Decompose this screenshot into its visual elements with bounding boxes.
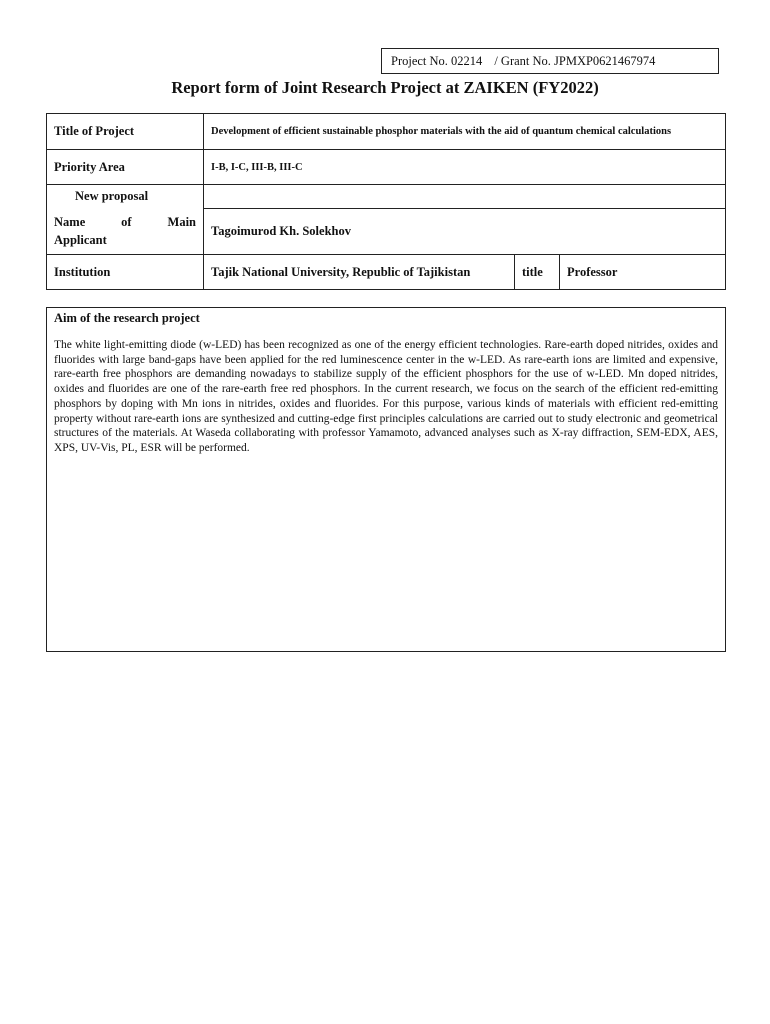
applicant-label-word: Main <box>167 215 196 230</box>
applicant-label-word: of <box>121 215 132 230</box>
research-aim-box <box>46 307 726 652</box>
priority-area-value: I-B, I-C, III-B, III-C <box>204 150 726 185</box>
document-title: Report form of Joint Research Project at ZAIKEN (FY2022) <box>171 78 599 97</box>
priority-area-label: Priority Area <box>47 150 204 185</box>
title-of-project-value: Development of efficient sustainable phosphor materials with the aid of quantum chemical calculations <box>204 114 726 150</box>
institution-label: Institution <box>47 255 204 290</box>
main-applicant-label <box>47 209 204 255</box>
project-number: Project No. 02214 <box>391 54 483 68</box>
project-number-box <box>381 48 719 74</box>
applicant-label-word: Applicant <box>54 233 107 248</box>
grant-number: / Grant No. JPMXP0621467974 <box>494 54 656 68</box>
applicant-label-word: Name <box>54 215 86 230</box>
institution-value: Tajik National University, Republic of Tajikistan <box>204 255 515 290</box>
table-row <box>47 209 726 255</box>
research-aim-body: The white light-emitting diode (w-LED) has been recognized as one of the energy efficient technologies. Rare-earth doped nitrides, oxides and fluorides with large band-gaps have been applied for the red luminescence center in the w-LED. As rare-earth ions are limited and expensive, rare-earth free phosphors are demanding nowadays to stabilize supply of the efficient phosphors for the use of w-LED. Mn doped nitrides, oxides and fluorides are one of the rare-earth free red phosphors. In the current research, we focus on the search of the efficient red-emitting phosphors by doping with Mn ions in nitrides, oxides and fluorides. For this purpose, various kinds of materials with efficient red-emitting property without rare-earth ions are synthesized and cutting-edge first principles calculations are carried out to study electronic and geometrical structures of the materials. At Waseda collaborating with professor Yamamoto, advanced analyses such as X-ray diffraction, SEM-EDX, AES, XPS, UV-Vis, PL, ESR will be performed. <box>54 339 718 454</box>
position-title-label: title <box>515 255 560 290</box>
table-row <box>47 114 726 150</box>
new-proposal-label: New proposal <box>47 185 204 209</box>
research-aim-heading: Aim of the research project <box>54 311 200 325</box>
new-proposal-value <box>204 185 726 209</box>
project-info-table <box>46 113 726 290</box>
position-title-value: Professor <box>560 255 726 290</box>
title-of-project-label: Title of Project <box>47 114 204 150</box>
table-row <box>47 185 726 209</box>
table-row <box>47 255 726 290</box>
table-row <box>47 150 726 185</box>
main-applicant-value: Tagoimurod Kh. Solekhov <box>204 209 726 255</box>
